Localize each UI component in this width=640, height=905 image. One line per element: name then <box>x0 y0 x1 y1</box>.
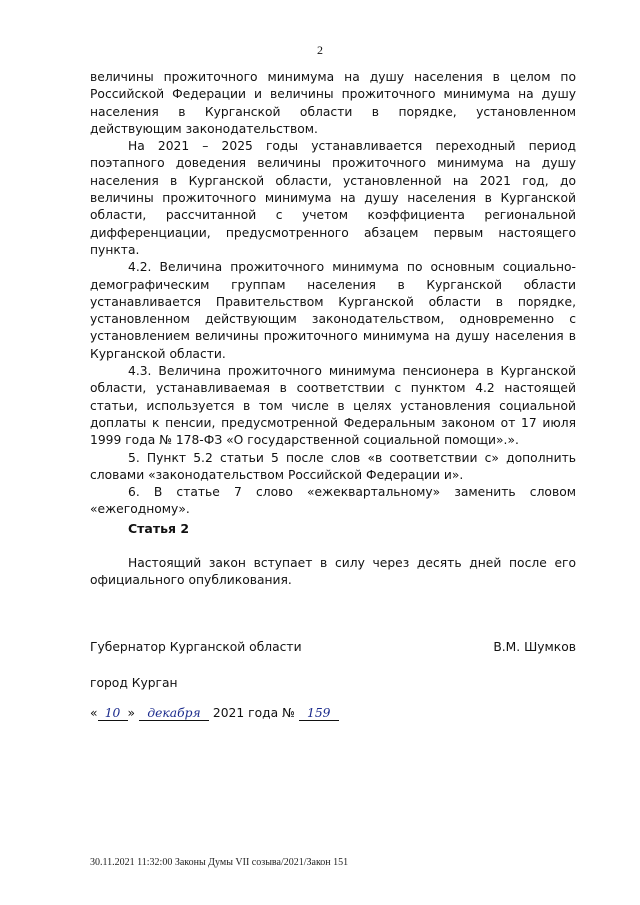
signatory-name: В.М. Шумков <box>493 640 576 654</box>
article-2-heading: Статья 2 <box>128 521 190 536</box>
date-line <box>90 706 339 721</box>
date-close-quote: » <box>127 706 136 720</box>
paragraph-6: 6. В статье 7 слово «ежеквартальному» заменить словом «ежегодному». <box>90 485 576 517</box>
document-footer: 30.11.2021 11:32:00 Законы Думы VII созыва/2021/Закон 151 <box>90 857 349 868</box>
page-number: 2 <box>317 43 323 57</box>
handwritten-law-number: 159 <box>299 706 339 721</box>
article-2-body <box>90 555 576 590</box>
city-line: город Курган <box>90 676 178 690</box>
paragraph-4-2: 4.2. Величина прожиточного минимума по основным социально-демографическим группам населения в Курганской области устанавливается Правительством Курганской области в порядке, установленном действующим законодательством, одновременно с установлением величины прожиточного минимума на душу населения в Курганской области. <box>90 260 576 361</box>
date-open-quote: « <box>90 706 98 720</box>
paragraph-transition-period: На 2021 – 2025 годы устанавливается переходный период поэтапного доведения величины прожиточного минимума на душу населения в Курганской области, установленной на 2021 год, до величины прожиточного минимума на душу населения в Курганской области, рассчитанной с учетом коэффициента региональной дифференциации, предусмотренного абзацем первым настоящего пункта. <box>90 139 576 257</box>
paragraph-5: 5. Пункт 5.2 статьи 5 после слов «в соответствии с» дополнить словами «законодательством Российской Федерации и». <box>90 450 576 482</box>
signatory-position: Губернатор Курганской области <box>90 640 302 654</box>
date-year-text: 2021 года № <box>212 706 295 720</box>
paragraph-continuation: величины прожиточного минимума на душу населения в целом по Российской Федерации и величины прожиточного минимума на душу населения в Курганской области в порядке, установленном действующим законодательством. <box>90 70 576 136</box>
handwritten-month: декабря <box>139 706 209 721</box>
handwritten-day: 10 <box>98 706 128 721</box>
article-2-text: Настоящий закон вступает в силу через десять дней после его официального опубликования. <box>90 556 576 588</box>
paragraph-4-3: 4.3. Величина прожиточного минимума пенсионера в Курганской области, устанавливаемая в соответствии с пунктом 4.2 настоящей статьи, используется в том числе в целях установления социальной доплаты к пенсии, предусмотренной Федеральным законом от 17 июля 1999 года № 178-ФЗ «О государственной социальной помощи».». <box>90 364 576 448</box>
law-text-body <box>90 69 576 519</box>
